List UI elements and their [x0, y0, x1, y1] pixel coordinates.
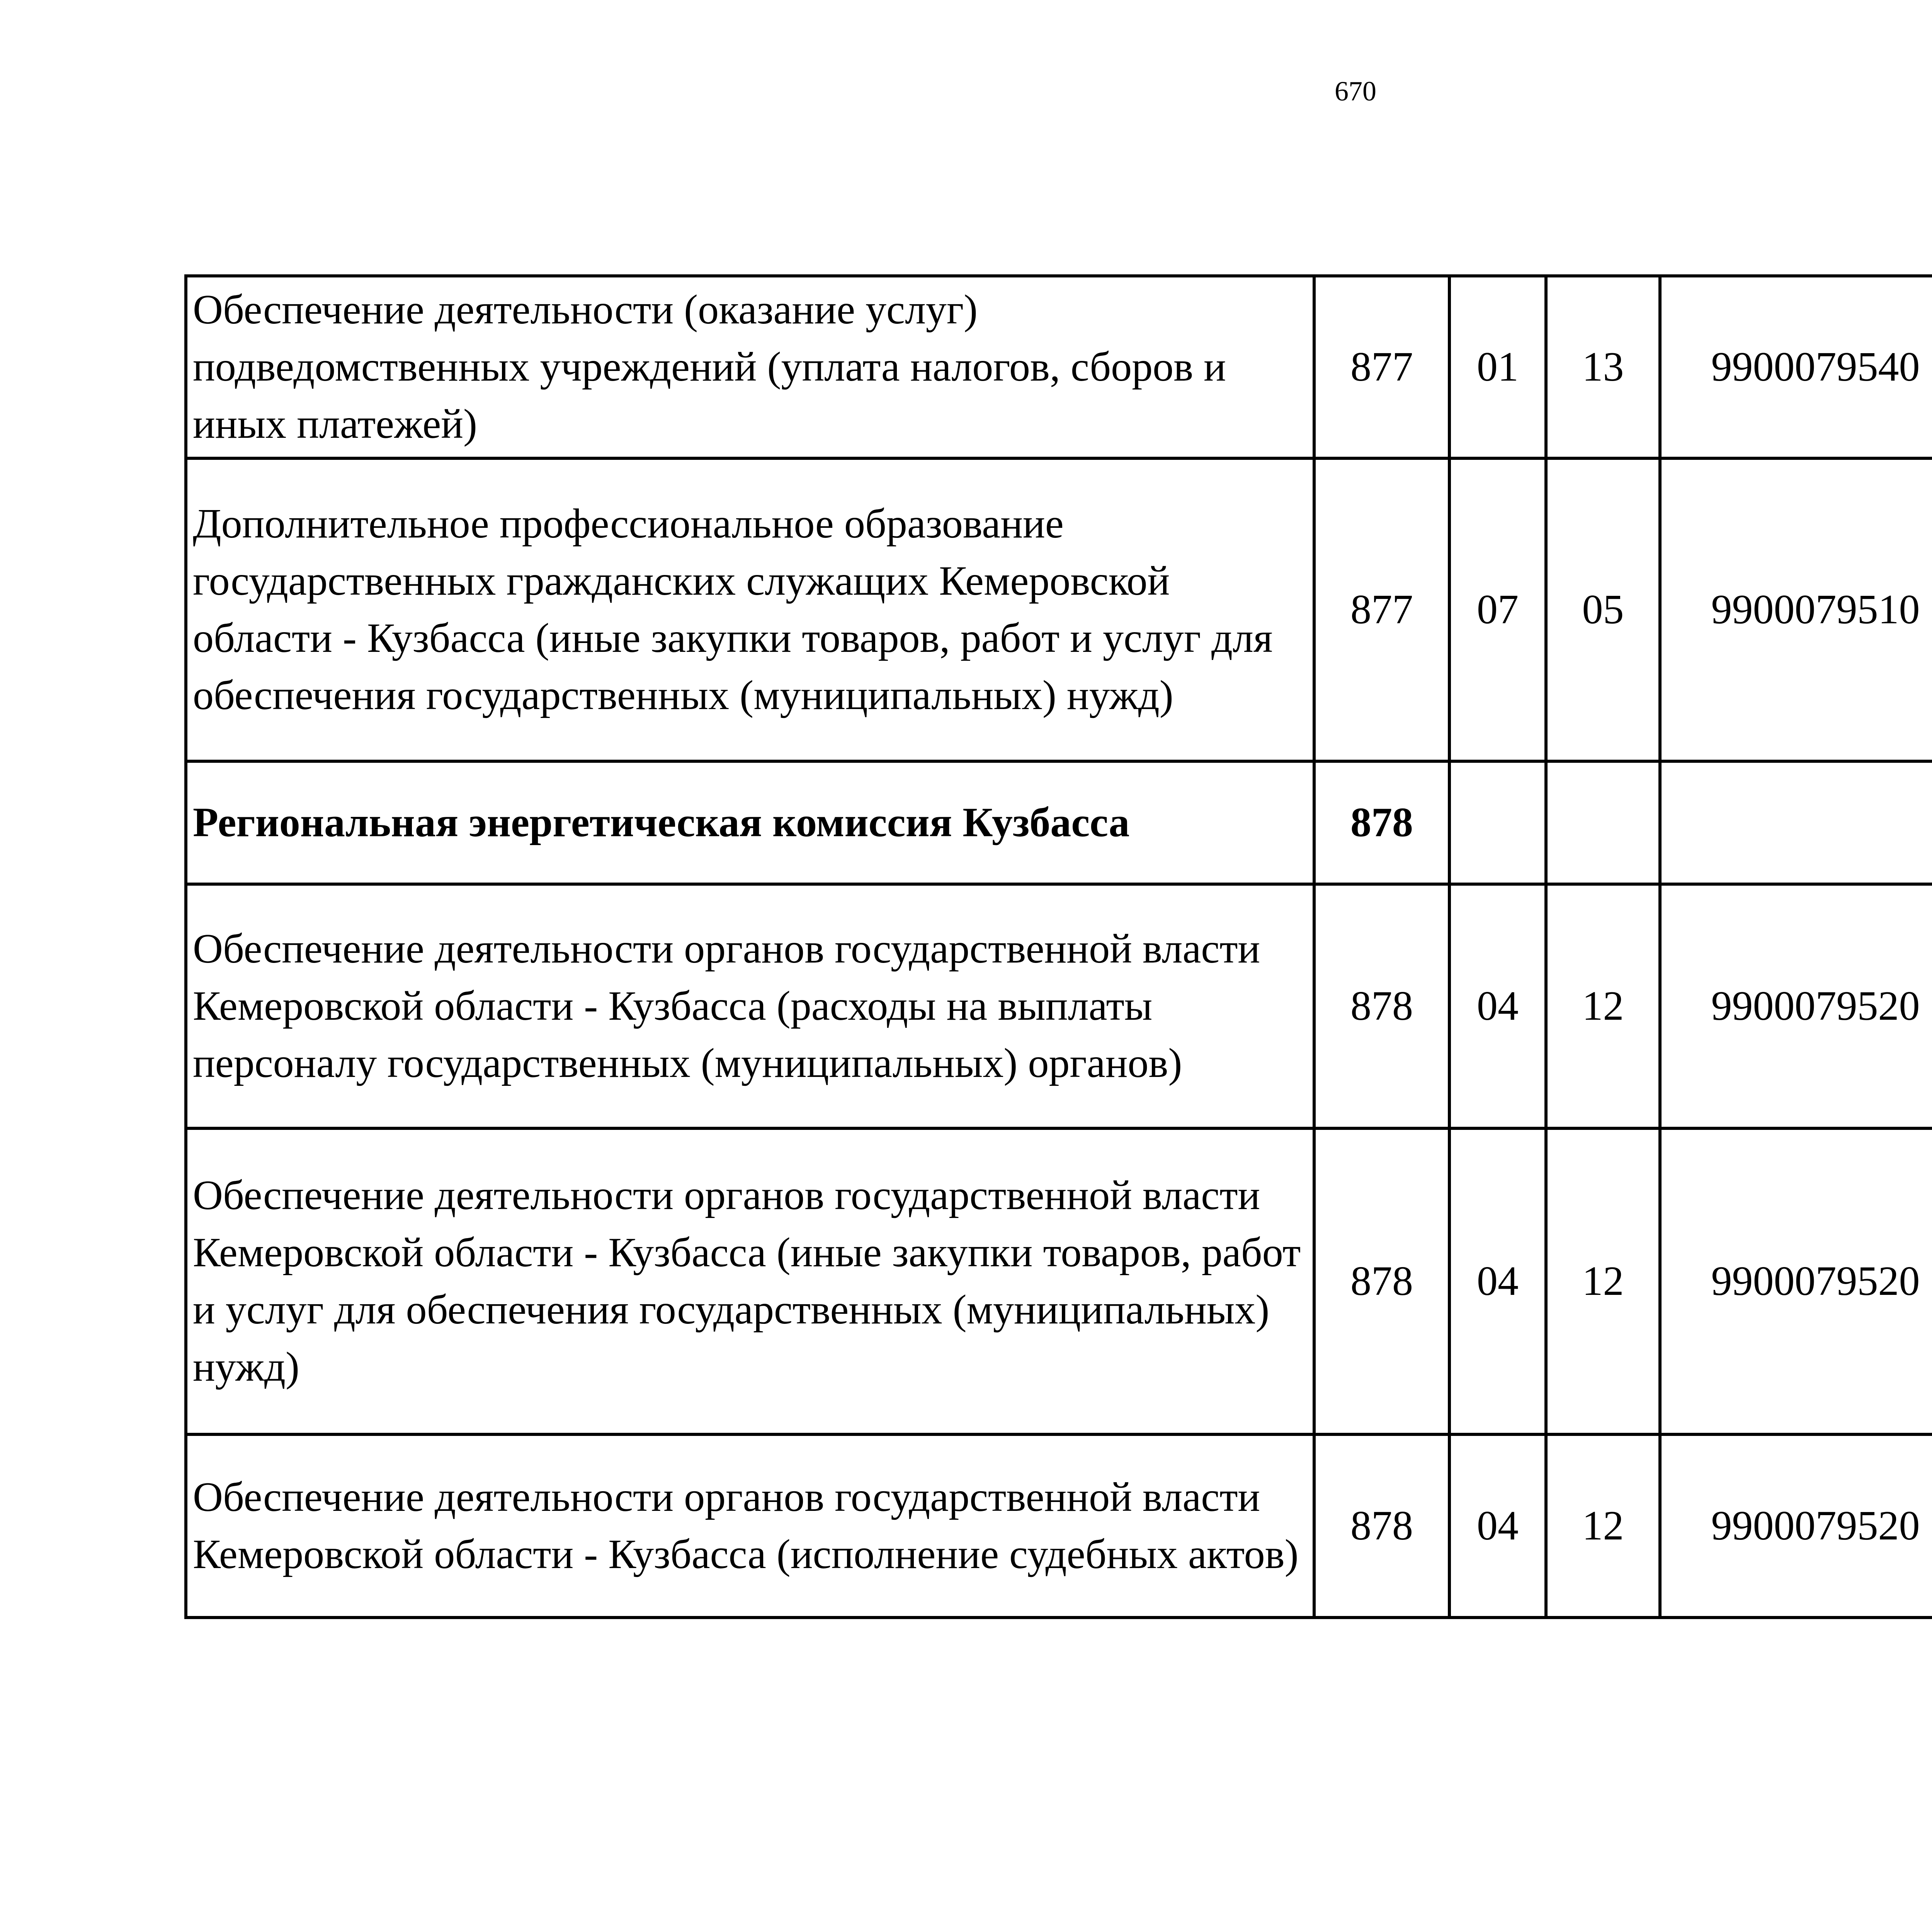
ministry-code: 878 [1314, 1434, 1449, 1618]
table-row [186, 458, 1932, 761]
ministry-code: 878 [1314, 761, 1449, 884]
table-row [186, 1434, 1932, 1618]
ministry-code: 877 [1314, 458, 1449, 761]
table-row [186, 1128, 1932, 1434]
row-name: Региональная энергетическая комиссия Кузбасса [186, 761, 1314, 884]
subsection-code [1546, 761, 1660, 884]
subsection-code: 05 [1546, 458, 1660, 761]
target-code [1660, 761, 1932, 884]
budget-table [184, 274, 1932, 1619]
table-row-total [186, 761, 1932, 884]
subsection-code: 12 [1546, 1434, 1660, 1618]
table-row [186, 884, 1932, 1128]
page-number: 670 [1335, 76, 1376, 107]
ministry-code: 877 [1314, 276, 1449, 458]
subsection-code: 12 [1546, 1128, 1660, 1434]
subsection-code: 12 [1546, 884, 1660, 1128]
target-code: 9900079520 [1660, 884, 1932, 1128]
ministry-code: 878 [1314, 1128, 1449, 1434]
target-code: 9900079520 [1660, 1128, 1932, 1434]
table-row [186, 276, 1932, 458]
ministry-code: 878 [1314, 884, 1449, 1128]
row-name: Обеспечение деятельности органов государственной власти Кемеровской области - Кузбасса (исполнение судебных актов) [186, 1434, 1314, 1618]
section-code: 01 [1449, 276, 1546, 458]
section-code: 04 [1449, 884, 1546, 1128]
target-code: 9900079540 [1660, 276, 1932, 458]
row-name: Обеспечение деятельности органов государственной власти Кемеровской области - Кузбасса (расходы на выплаты персоналу государственных (муниципальных) органов) [186, 884, 1314, 1128]
row-name: Обеспечение деятельности органов государственной власти Кемеровской области - Кузбасса (иные закупки товаров, работ и услуг для обеспечения государственных (муниципальных) нужд) [186, 1128, 1314, 1434]
target-code: 9900079510 [1660, 458, 1932, 761]
section-code: 04 [1449, 1128, 1546, 1434]
target-code: 9900079520 [1660, 1434, 1932, 1618]
subsection-code: 13 [1546, 276, 1660, 458]
row-name: Дополнительное профессиональное образование государственных гражданских служащих Кемеровской области - Кузбасса (иные закупки товаров, работ и услуг для обеспечения государственных (муниципальных) нужд) [186, 458, 1314, 761]
section-code [1449, 761, 1546, 884]
section-code: 04 [1449, 1434, 1546, 1618]
section-code: 07 [1449, 458, 1546, 761]
row-name: Обеспечение деятельности (оказание услуг) подведомственных учреждений (уплата налогов, сборов и иных платежей) [186, 276, 1314, 458]
